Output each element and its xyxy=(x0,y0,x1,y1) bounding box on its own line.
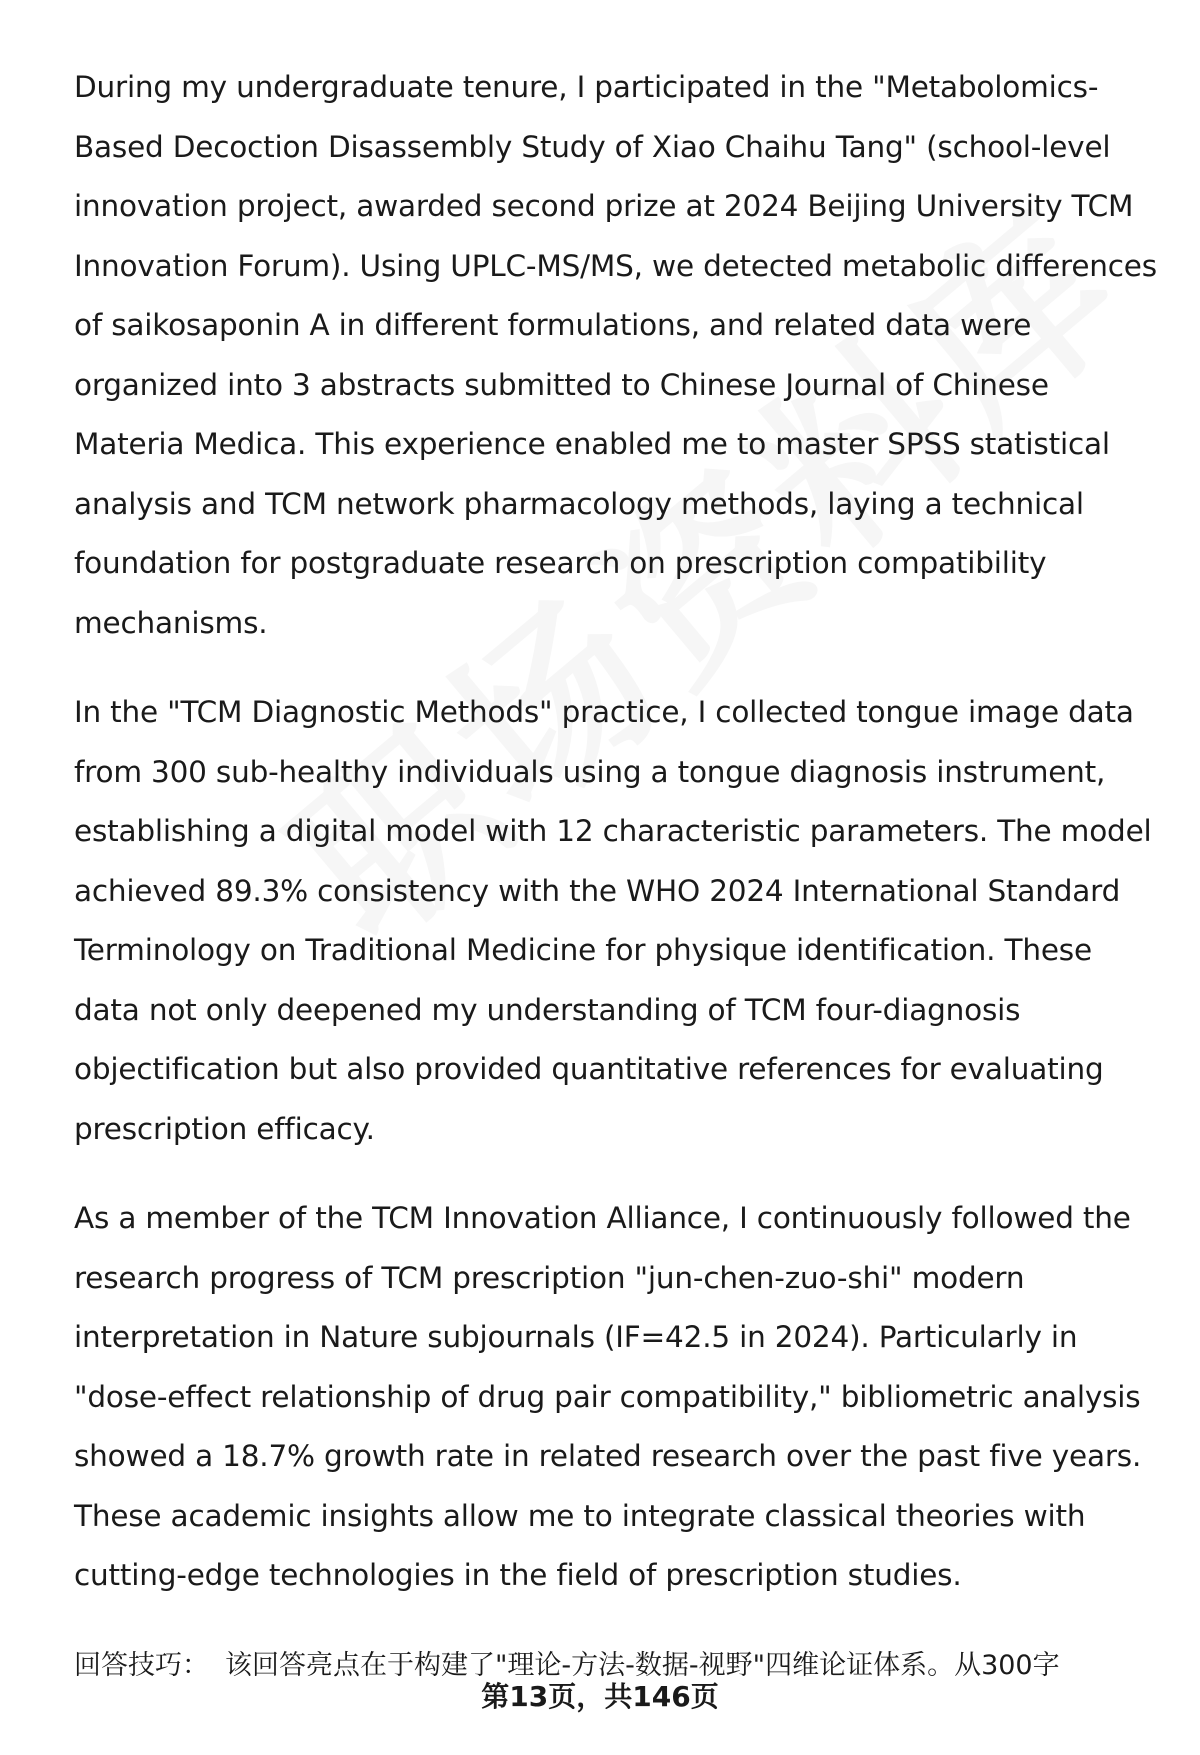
paragraph-diagnostic-practice: In the "TCM Diagnostic Methods" practice, I collected tongue image data from 300 sub-healthy individuals using a tongue diagnosis instrument, establishing a digital model with 12 characteristic parameters. The model achieved 89.3% consistency with the WHO 2024 International Standard Terminology on Traditional Medicine for physique identification. These data not only deepened my understanding of TCM four-diagnosis objectification but also provided quantitative references for evaluating prescription efficacy. xyxy=(74,695,1152,1146)
main-content xyxy=(74,58,1164,1695)
answer-tip-text: 该回答亮点在于构建了"理论-方法-数据-视野"四维论证体系。从300字 xyxy=(225,1649,1060,1681)
paragraph-undergraduate-project: During my undergraduate tenure, I participated in the "Metabolomics-Based Decoction Disassembly Study of Xiao Chaihu Tang" (school-level innovation project, awarded second prize at 2024 Beijing University TCM Innovation Forum). Using UPLC-MS/MS, we detected metabolic differences of saikosaponin A in different formulations, and related data were organized into 3 abstracts submitted to Chinese Journal of Chinese Materia Medica. This experience enabled me to master SPSS statistical analysis and TCM network pharmacology methods, laying a technical foundation for postgraduate research on prescription compatibility mechanisms. xyxy=(74,70,1157,640)
answer-tip-label: 回答技巧： xyxy=(74,1649,209,1681)
paragraph-innovation-alliance: As a member of the TCM Innovation Alliance, I continuously followed the research progress of TCM prescription "jun-chen-zuo-shi" modern interpretation in Nature subjournals (IF=42.5 in 2024). Particularly in "dose-effect relationship of drug pair compatibility," bibliometric analysis showed a 18.7% growth rate in related research over the past five years. These academic insights allow me to integrate classical theories with cutting-edge technologies in the field of prescription studies. xyxy=(74,1201,1142,1592)
page-number: 第13页，共146页 xyxy=(481,1680,719,1713)
